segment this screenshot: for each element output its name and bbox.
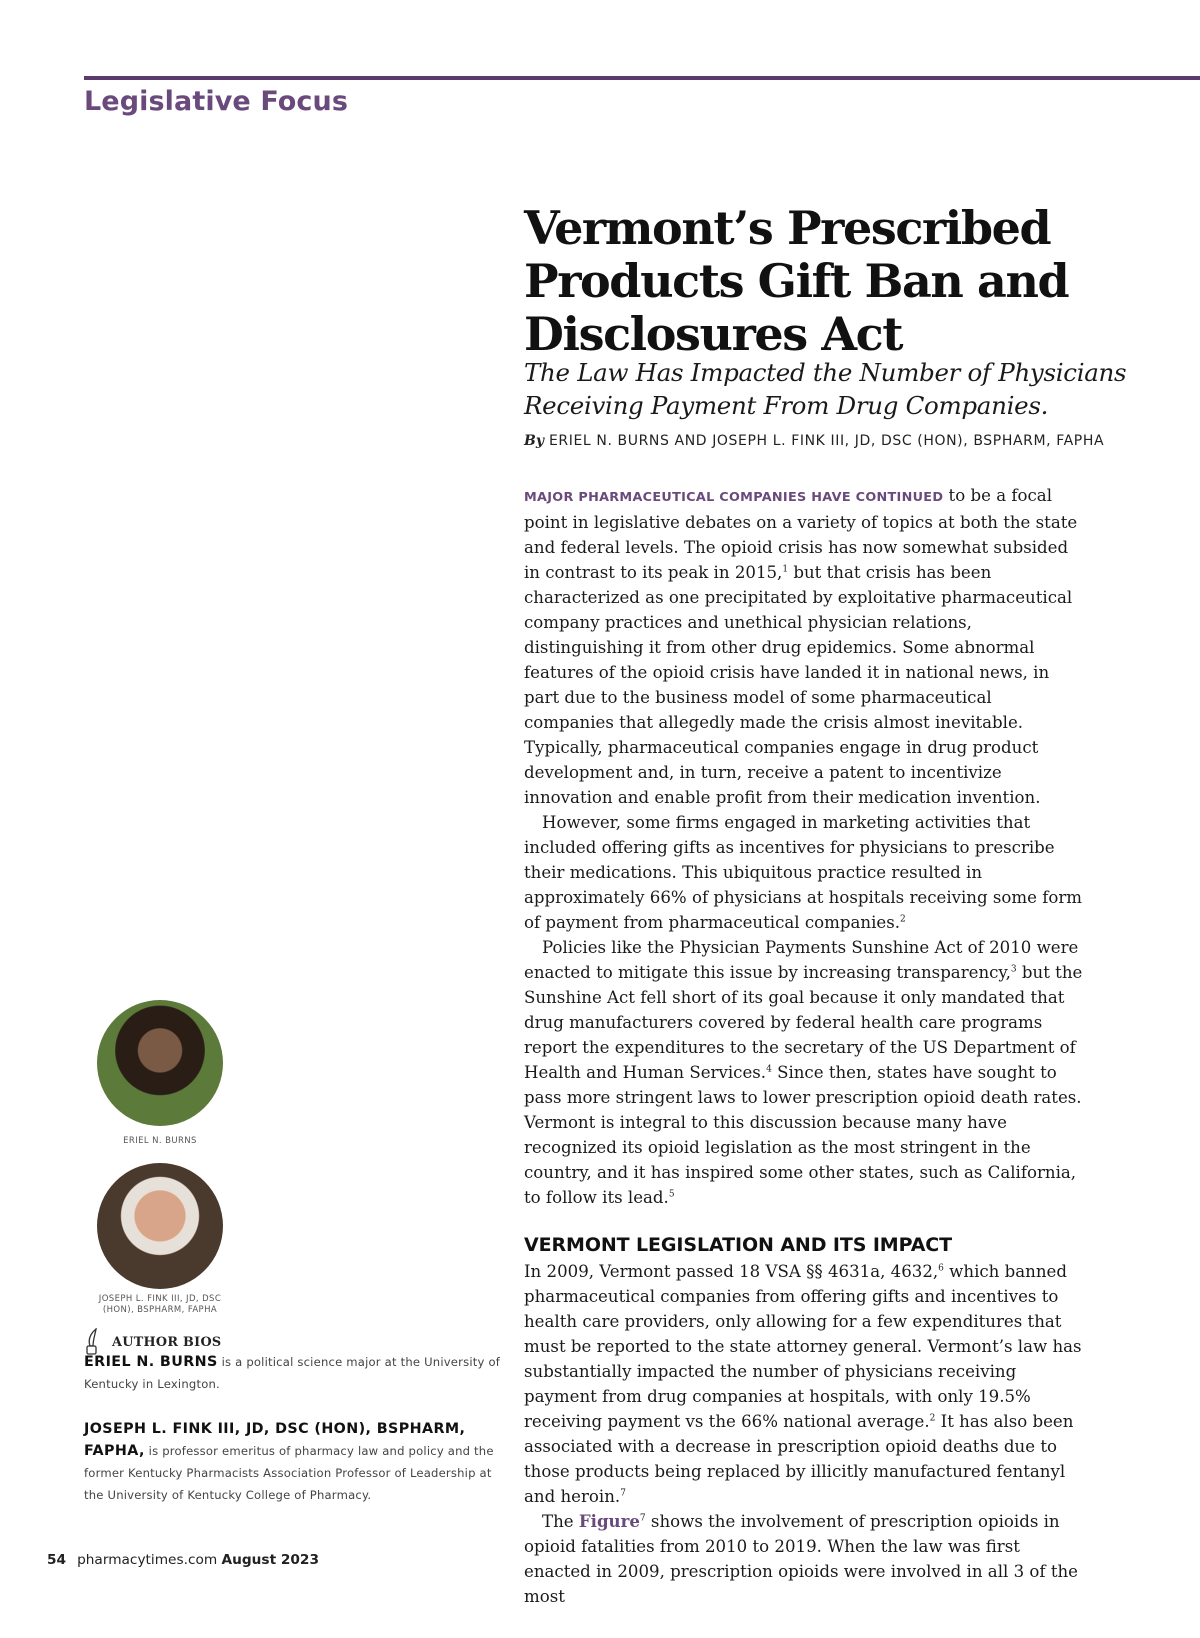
paragraph — [524, 1509, 1084, 1609]
figure-link[interactable]: Figure — [578, 1511, 640, 1531]
paragraph-text: to be a focal point in legislative debates on a variety of topics at both the state and federal levels. The opioid crisis has now somewhat subsided in contrast to its peak in 2015, — [524, 486, 1078, 582]
author-photo-burns — [97, 1000, 223, 1126]
paragraph-text: However, some firms engaged in marketing activities that included offering gifts as incentives for physicians to prescribe their medications. This ubiquitous practice resulted in approximately 66% of physicians at hospitals receiving some form of payment from pharmaceutical companies. — [524, 813, 1083, 932]
paragraph-text: In 2009, Vermont passed 18 VSA §§ 4631a, 4632, — [524, 1262, 939, 1281]
reference-marker: 7 — [620, 1488, 626, 1499]
article-subtitle: The Law Has Impacted the Number of Physicians Receiving Payment From Drug Companies. — [524, 358, 1127, 420]
paragraph — [524, 1259, 1084, 1509]
reference-marker: 2 — [900, 914, 906, 925]
byline-authors: ERIEL N. BURNS AND JOSEPH L. FINK III, JD, DSC (HON), BSPHARM, FAPHA — [548, 433, 1105, 449]
bio-text: is professor emeritus of pharmacy law and policy and the former Kentucky Pharmacists Association Professor of Leadership at the University of Kentucky College of Pharmacy. — [84, 1444, 494, 1502]
bios-heading-text: AUTHOR BIOS — [112, 1334, 222, 1350]
page-footer — [47, 1552, 319, 1568]
paragraph-text: but the Sunshine Act fell short of its goal because it only mandated that drug manufacturers covered by federal health care programs report the expenditures to the secretary of the US Department of Health and Human Services. — [524, 963, 1083, 1082]
lede-text: MAJOR PHARMACEUTICAL COMPANIES HAVE CONTINUED — [524, 490, 944, 505]
reference-marker: 7 — [639, 1513, 646, 1524]
article-body — [524, 483, 1084, 1609]
byline — [524, 433, 1104, 449]
paragraph — [524, 810, 1084, 935]
header-rule — [84, 76, 1200, 80]
bio-name: JOSEPH L. FINK III, JD, DSC (HON), BSPHARM, FAPHA, — [84, 1421, 466, 1459]
author-photo-fink — [97, 1163, 223, 1289]
page-number: 54 — [47, 1552, 67, 1568]
paragraph-text: Since then, states have sought to pass more stringent laws to lower prescription opioid death rates. Vermont is integral to this discussion because many have recognized its opioid legislation as the most stringent in the country, and it has inspired some other states, such as California, to follow its lead. — [524, 1063, 1082, 1207]
author-caption: JOSEPH L. FINK III, JD, DSC (HON), BSPHARM, FAPHA — [98, 1294, 222, 1315]
reference-marker: 2 — [929, 1413, 936, 1424]
byline-prefix: By — [524, 433, 544, 449]
paragraph-text: Policies like the Physician Payments Sunshine Act of 2010 were enacted to mitigate this issue by increasing transparency, — [524, 938, 1079, 982]
reference-marker: 1 — [782, 564, 789, 575]
author-bio — [84, 1418, 504, 1506]
reference-marker: 3 — [1010, 964, 1017, 975]
paragraph-text: which banned pharmaceutical companies from offering gifts and incentives to health care providers, only allowing for a few expenditures that must be reported to the state attorney general. Vermont’s law has substantially impacted the number of physicians receiving payment from drug companies at hospitals, with only 19.5% receiving payment vs the 66% national average. — [524, 1262, 1082, 1431]
article-title: Vermont’s Prescribed Products Gift Ban and Disclosures Act — [524, 201, 1069, 361]
reference-marker: 6 — [938, 1263, 944, 1274]
bio-text: is a political science major at the University of Kentucky in Lexington. — [84, 1355, 501, 1391]
footer-site[interactable]: pharmacytimes.com — [77, 1552, 218, 1568]
paragraph-text: but that crisis has been characterized as one precipitated by exploitative pharmaceutical company practices and unethical physician relations, distinguishing it from other drug epidemics. Some abnormal features of the opioid crisis have landed it in national news, in part due to the business model of some pharmaceutical companies that allegedly made the crisis almost inevitable. Typically, pharmaceutical companies engage in drug product development and, in turn, receive a patent to incentivize innovation and enable profit from their medication invention. — [524, 563, 1073, 807]
footer-issue: August 2023 — [221, 1552, 319, 1568]
author-caption: ERIEL N. BURNS — [123, 1136, 197, 1146]
author-bio — [84, 1351, 504, 1395]
bio-name: ERIEL N. BURNS — [84, 1354, 218, 1370]
paragraph-text: The — [542, 1512, 579, 1531]
paragraph-text: It has also been associated with a decrease in prescription opioid deaths due to those products being replaced by illicitly manufactured fentanyl and heroin. — [524, 1412, 1074, 1506]
section-subheading: VERMONT LEGISLATION AND ITS IMPACT — [524, 1234, 953, 1256]
section-label: Legislative Focus — [84, 86, 349, 117]
reference-marker: 5 — [668, 1189, 675, 1200]
reference-marker: 4 — [766, 1064, 772, 1075]
paragraph — [524, 935, 1084, 1210]
paragraph — [524, 483, 1084, 810]
paragraph-text: shows the involvement of prescription opioids in opioid fatalities from 2010 to 2019. When the law was first enacted in 2009, prescription opioids were involved in all 3 of the most — [524, 1512, 1079, 1606]
